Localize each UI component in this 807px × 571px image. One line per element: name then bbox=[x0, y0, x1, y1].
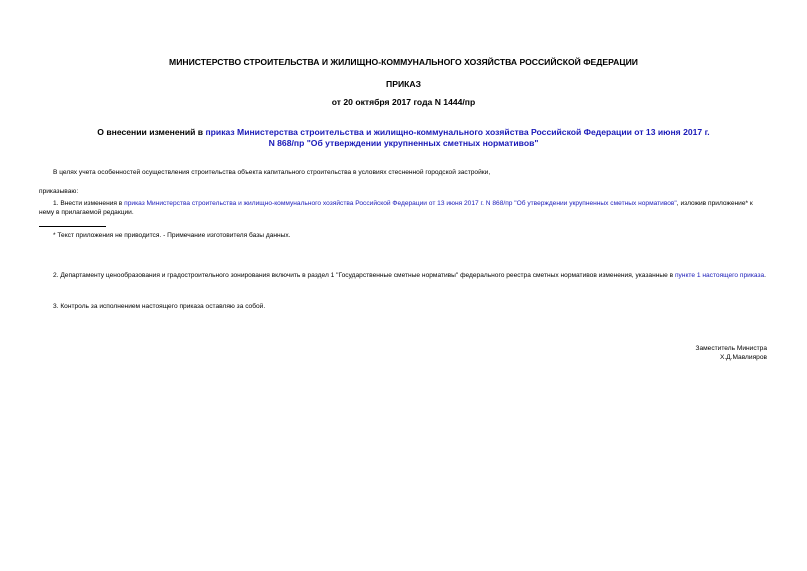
document-title bbox=[96, 127, 711, 149]
item-1-paragraph bbox=[39, 199, 769, 217]
signatory-name: Х.Д.Мавлияров bbox=[719, 354, 767, 361]
intro-paragraph: В целях учета особенностей осуществления строительства объекта капитального строительства в условиях стесненной городской застройки, bbox=[53, 169, 491, 176]
item-2-paragraph bbox=[39, 271, 769, 280]
ministry-heading: МИНИСТЕРСТВО СТРОИТЕЛЬСТВА И ЖИЛИЩНО-КОММУНАЛЬНОГО ХОЗЯЙСТВА РОССИЙСКОЙ ФЕДЕРАЦИИ bbox=[169, 57, 638, 67]
signatory-position: Заместитель Министра bbox=[695, 345, 767, 352]
document-date-number: от 20 октября 2017 года N 1444/пр bbox=[331, 97, 476, 107]
item-1-suffix: , изложив приложение* к нему в прилагаемой редакции. bbox=[39, 200, 753, 216]
title-prefix: О внесении изменений в bbox=[97, 127, 206, 137]
document-type: ПРИКАЗ bbox=[386, 79, 421, 89]
item-2-prefix: 2. Департаменту ценообразования и градостроительного зонирования включить в раздел 1 "Государственные сметные нормативы" федерального реестра сметных нормативов изменения, указанные в bbox=[53, 272, 675, 279]
item-1-prefix: 1. Внести изменения в bbox=[53, 200, 125, 207]
footnote-divider bbox=[39, 226, 106, 227]
item-3-paragraph: 3. Контроль за исполнением настоящего приказа оставляю за собой. bbox=[53, 303, 266, 310]
footnote-text: * Текст приложения не приводится. - Примечание изготовителя базы данных. bbox=[53, 232, 291, 239]
item-2-suffix: . bbox=[764, 272, 766, 279]
item-1-order-link[interactable]: приказ Министерства строительства и жилищно-коммунального хозяйства Российской Федерации от 13 июня 2017 г. N 868/пр "Об утверждении укрупненных сметных нормативов" bbox=[124, 200, 677, 207]
item-2-clause-link[interactable]: пункте 1 настоящего приказа bbox=[674, 272, 765, 279]
order-word: приказываю: bbox=[39, 188, 79, 195]
title-order-link[interactable]: приказ Министерства строительства и жилищно-коммунального хозяйства Российской Федерации от 13 июня 2017 г. N 868/пр "Об утверждении укрупненных сметных нормативов" bbox=[205, 127, 710, 148]
